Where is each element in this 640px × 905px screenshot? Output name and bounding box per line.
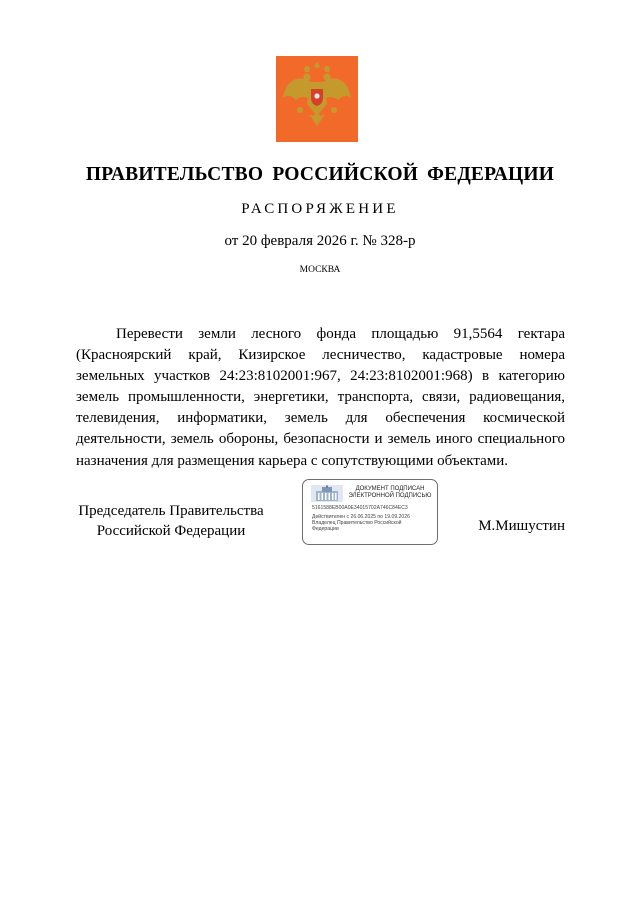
- government-building-icon: [311, 485, 343, 502]
- stamp-heading: [345, 486, 435, 500]
- document-type: РАСПОРЯЖЕНИЕ: [241, 201, 399, 217]
- coat-of-arms-emblem: [276, 56, 358, 142]
- stamp-heading-line-2: ЭЛЕКТРОННОЙ ПОДПИСЬЮ: [348, 493, 432, 499]
- document-date-number: от 20 февраля 2026 г. № 328-р: [224, 233, 416, 249]
- signer-position-line-2: Российской Федерации: [96, 523, 246, 539]
- stamp-certificate-number: 5161588EB00A0E34015702A746C84EC3: [312, 505, 408, 511]
- stamp-owner: Владелец Правительство Российской Федерации: [312, 520, 402, 532]
- signer-name: М.Мишустин: [478, 518, 565, 534]
- document-body: [76, 324, 565, 472]
- signer-position: [76, 501, 266, 541]
- signer-position-line-1: Председатель Правительства: [78, 503, 264, 519]
- government-title: ПРАВИТЕЛЬСТВО РОССИЙСКОЙ ФЕДЕРАЦИИ: [85, 164, 555, 185]
- body-paragraph: Перевести земли лесного фонда площадью 91,5564 гектара (Красноярский край, Кизирское лесничество, кадастровые номера земельных участков 24:23:8102001:967, 24:23:8102001:968) в категорию земель промышленности, энергетики, транспорта, связи, радиовещания, телевидения, информатики, земель для обеспечения космической деятельности, земель обороны, безопасности и земель иного специального назначения для размещения карьера с сопутствующими объектами.: [76, 326, 565, 469]
- stamp-validity: Действителен с 26.06.2025 по 19.09.2026: [312, 514, 410, 520]
- document-city: МОСКВА: [299, 265, 341, 275]
- stamp-heading-line-1: ДОКУМЕНТ ПОДПИСАН: [355, 486, 425, 492]
- electronic-signature-stamp: [302, 479, 438, 545]
